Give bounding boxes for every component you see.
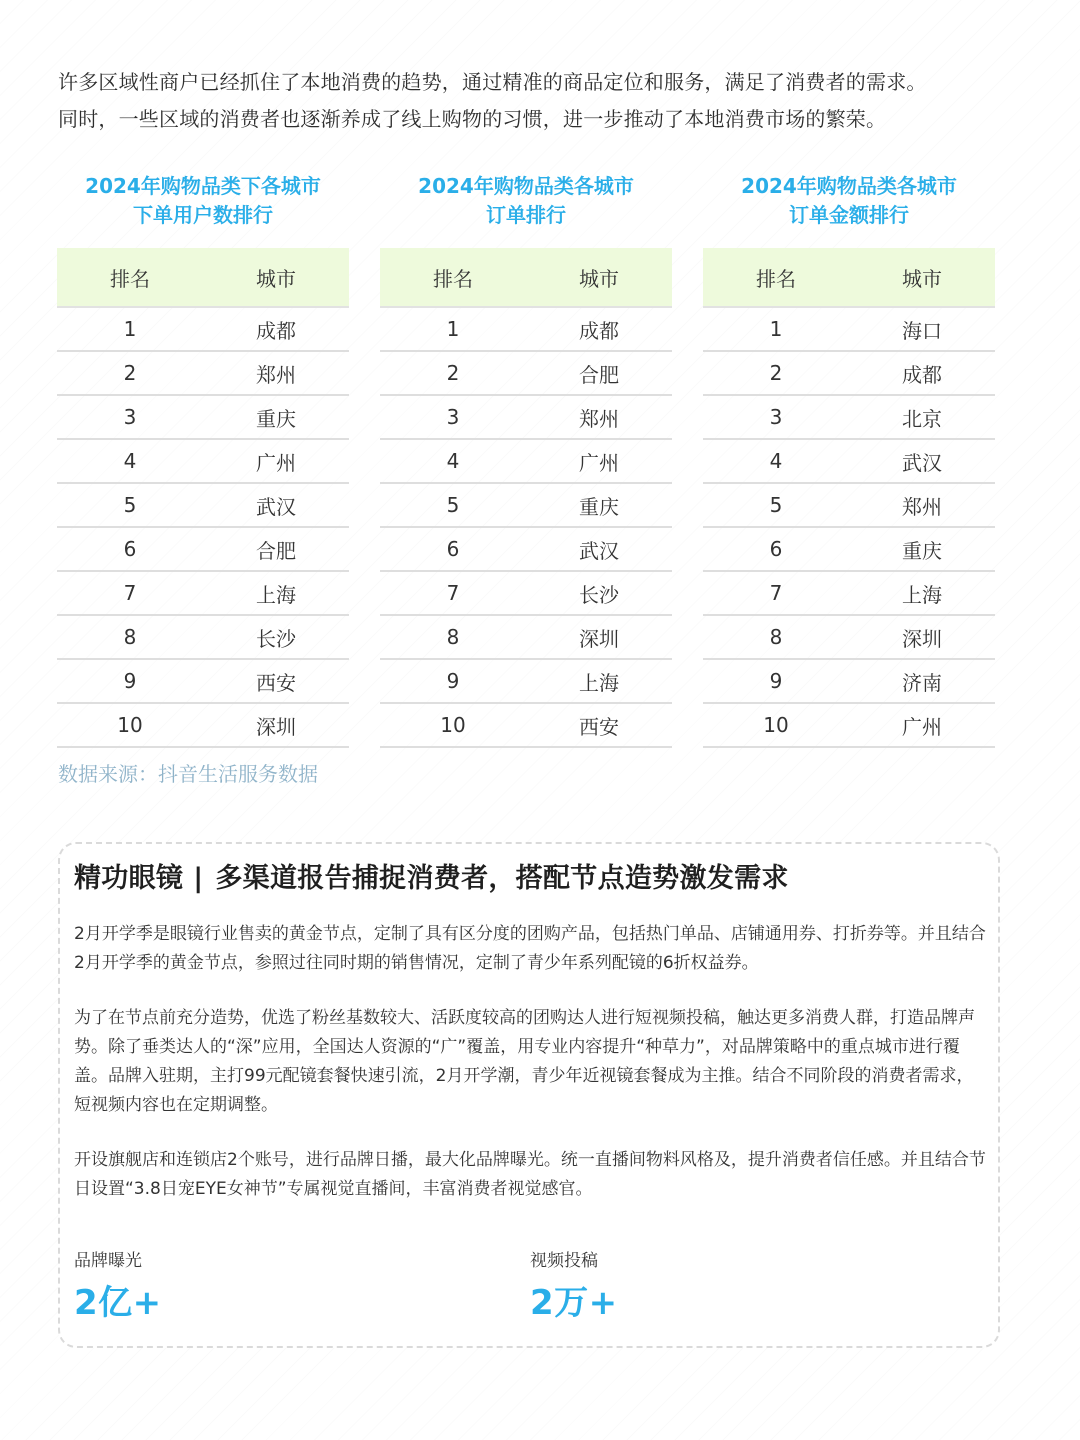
ranking-header-row <box>380 248 672 308</box>
table-row <box>380 396 672 440</box>
rank-cell: 9 <box>769 669 783 693</box>
rank-cell: 7 <box>446 581 460 605</box>
rank-cell: 9 <box>446 669 460 693</box>
rank-cell: 2 <box>769 361 783 385</box>
rank-cell: 4 <box>446 449 460 473</box>
case-paragraph-3: 开设旗舰店和连锁店2个账号，进行品牌日播，最大化品牌曝光。统一直播间物料风格及，提升消费者信任感。并且结合节日设置“3.8日宠EYE女神节”专属视觉直播间，丰富消费者视觉感官。 <box>74 1150 986 1199</box>
ranking-table-users <box>57 170 349 748</box>
table-row <box>703 308 995 352</box>
rank-cell: 8 <box>769 625 783 649</box>
city-cell: 深圳 <box>902 626 942 651</box>
ranking-header-row <box>57 248 349 308</box>
intro-line-2: 同时，一些区域的消费者也逐渐养成了线上购物的习惯，进一步推动了本地消费市场的繁荣。 <box>58 107 887 131</box>
ranking-title-line-1: 2024年购物品类各城市 <box>418 174 634 198</box>
city-cell: 上海 <box>902 582 942 607</box>
table-row <box>380 660 672 704</box>
rank-cell: 7 <box>123 581 137 605</box>
rank-cell: 10 <box>117 713 143 737</box>
case-study-card <box>58 842 1000 1348</box>
rank-cell: 10 <box>440 713 466 737</box>
data-source-note: 数据来源：抖音生活服务数据 <box>58 762 318 786</box>
rank-cell: 4 <box>123 449 137 473</box>
rank-cell: 7 <box>769 581 783 605</box>
city-cell: 广州 <box>256 450 296 475</box>
city-cell: 西安 <box>256 670 296 695</box>
city-cell: 武汉 <box>256 494 296 519</box>
table-row <box>703 440 995 484</box>
table-row <box>703 704 995 748</box>
city-cell: 郑州 <box>579 406 619 431</box>
table-row <box>703 396 995 440</box>
city-cell: 武汉 <box>579 538 619 563</box>
table-row <box>703 572 995 616</box>
stat-label: 视频投稿 <box>530 1251 598 1271</box>
city-cell: 重庆 <box>579 494 619 519</box>
case-paragraph-2: 为了在节点前充分造势，优选了粉丝基数较大、活跃度较高的团购达人进行短视频投稿，触达更多消费人群，打造品牌声势。除了垂类达人的“深”应用，全国达人资源的“广”覆盖，用专业内容提升“种草力”，对品牌策略中的重点城市进行覆盖。品牌入驻期，主打99元配镜套餐快速引流，2月开学潮，青少年近视镜套餐成为主推。结合不同阶段的消费者需求，短视频内容也在定期调整。 <box>74 1008 975 1115</box>
case-headline: 多渠道报告捕捉消费者，搭配节点造势激发需求 <box>215 863 789 894</box>
case-body <box>74 920 986 1230</box>
rank-cell: 6 <box>123 537 137 561</box>
ranking-title <box>57 170 349 236</box>
rank-cell: 2 <box>123 361 137 385</box>
city-cell: 广州 <box>902 714 942 739</box>
city-cell: 上海 <box>256 582 296 607</box>
table-row <box>380 352 672 396</box>
rank-cell: 1 <box>446 317 460 341</box>
intro-text <box>58 64 1018 138</box>
table-row <box>380 704 672 748</box>
table-row <box>703 660 995 704</box>
table-row <box>380 440 672 484</box>
rank-cell: 5 <box>769 493 783 517</box>
table-row <box>57 396 349 440</box>
table-row <box>57 308 349 352</box>
city-cell: 长沙 <box>256 626 296 651</box>
city-cell: 上海 <box>579 670 619 695</box>
rank-cell: 10 <box>763 713 789 737</box>
table-row <box>380 484 672 528</box>
rank-cell: 8 <box>446 625 460 649</box>
stat-video-posts <box>530 1246 618 1324</box>
column-header-rank: 排名 <box>110 266 150 291</box>
city-cell: 海口 <box>902 318 942 343</box>
ranking-table-orders <box>380 170 672 748</box>
city-cell: 西安 <box>579 714 619 739</box>
case-title <box>74 856 789 895</box>
column-header-rank: 排名 <box>433 266 473 291</box>
rank-cell: 5 <box>123 493 137 517</box>
city-cell: 郑州 <box>256 362 296 387</box>
table-row <box>380 528 672 572</box>
column-header-city: 城市 <box>902 266 942 291</box>
city-cell: 合肥 <box>579 362 619 387</box>
table-row <box>703 616 995 660</box>
rank-cell: 3 <box>446 405 460 429</box>
column-header-rank: 排名 <box>756 266 796 291</box>
rankings-section <box>57 170 997 750</box>
ranking-title-line-1: 2024年购物品类下各城市 <box>85 174 321 198</box>
rank-cell: 4 <box>769 449 783 473</box>
rank-cell: 3 <box>123 405 137 429</box>
stat-value: 2万+ <box>530 1283 618 1323</box>
table-row <box>57 440 349 484</box>
table-row <box>380 616 672 660</box>
rank-cell: 2 <box>446 361 460 385</box>
ranking-title-line-1: 2024年购物品类各城市 <box>741 174 957 198</box>
rank-cell: 1 <box>769 317 783 341</box>
table-row <box>57 352 349 396</box>
table-row <box>703 528 995 572</box>
table-row <box>703 352 995 396</box>
table-row <box>57 660 349 704</box>
ranking-header-row <box>703 248 995 308</box>
rank-cell: 6 <box>769 537 783 561</box>
rank-cell: 8 <box>123 625 137 649</box>
city-cell: 深圳 <box>579 626 619 651</box>
intro-line-1: 许多区域性商户已经抓住了本地消费的趋势，通过精准的商品定位和服务，满足了消费者的需求。 <box>58 70 927 94</box>
rank-cell: 3 <box>769 405 783 429</box>
city-cell: 重庆 <box>902 538 942 563</box>
ranking-title-line-2: 订单排行 <box>486 203 566 227</box>
ranking-title-line-2: 下单用户数排行 <box>133 203 273 227</box>
city-cell: 济南 <box>902 670 942 695</box>
table-row <box>380 308 672 352</box>
rank-cell: 1 <box>123 317 137 341</box>
ranking-title <box>380 170 672 236</box>
city-cell: 合肥 <box>256 538 296 563</box>
table-row <box>57 484 349 528</box>
city-cell: 北京 <box>902 406 942 431</box>
table-row <box>380 572 672 616</box>
city-cell: 重庆 <box>256 406 296 431</box>
ranking-title <box>703 170 995 236</box>
city-cell: 武汉 <box>902 450 942 475</box>
city-cell: 长沙 <box>579 582 619 607</box>
stat-label: 品牌曝光 <box>74 1251 142 1271</box>
stat-value: 2亿+ <box>74 1283 162 1323</box>
table-row <box>57 572 349 616</box>
table-row <box>57 528 349 572</box>
stat-brand-exposure <box>74 1246 162 1324</box>
city-cell: 深圳 <box>256 714 296 739</box>
case-brand: 精功眼镜 <box>74 863 184 894</box>
column-header-city: 城市 <box>256 266 296 291</box>
rank-cell: 5 <box>446 493 460 517</box>
city-cell: 广州 <box>579 450 619 475</box>
case-paragraph-1: 2月开学季是眼镜行业售卖的黄金节点，定制了具有区分度的团购产品，包括热门单品、店铺通用券、打折券等。并且结合2月开学季的黄金节点，参照过往同时期的销售情况，定制了青少年系列配镜的6折权益券。 <box>74 924 986 973</box>
rank-cell: 9 <box>123 669 137 693</box>
column-header-city: 城市 <box>579 266 619 291</box>
city-cell: 成都 <box>902 362 942 387</box>
title-separator: | <box>193 863 204 894</box>
city-cell: 成都 <box>256 318 296 343</box>
city-cell: 成都 <box>579 318 619 343</box>
table-row <box>57 704 349 748</box>
city-cell: 郑州 <box>902 494 942 519</box>
table-row <box>703 484 995 528</box>
rank-cell: 6 <box>446 537 460 561</box>
table-row <box>57 616 349 660</box>
ranking-table-order-amount <box>703 170 995 748</box>
ranking-title-line-2: 订单金额排行 <box>789 203 909 227</box>
